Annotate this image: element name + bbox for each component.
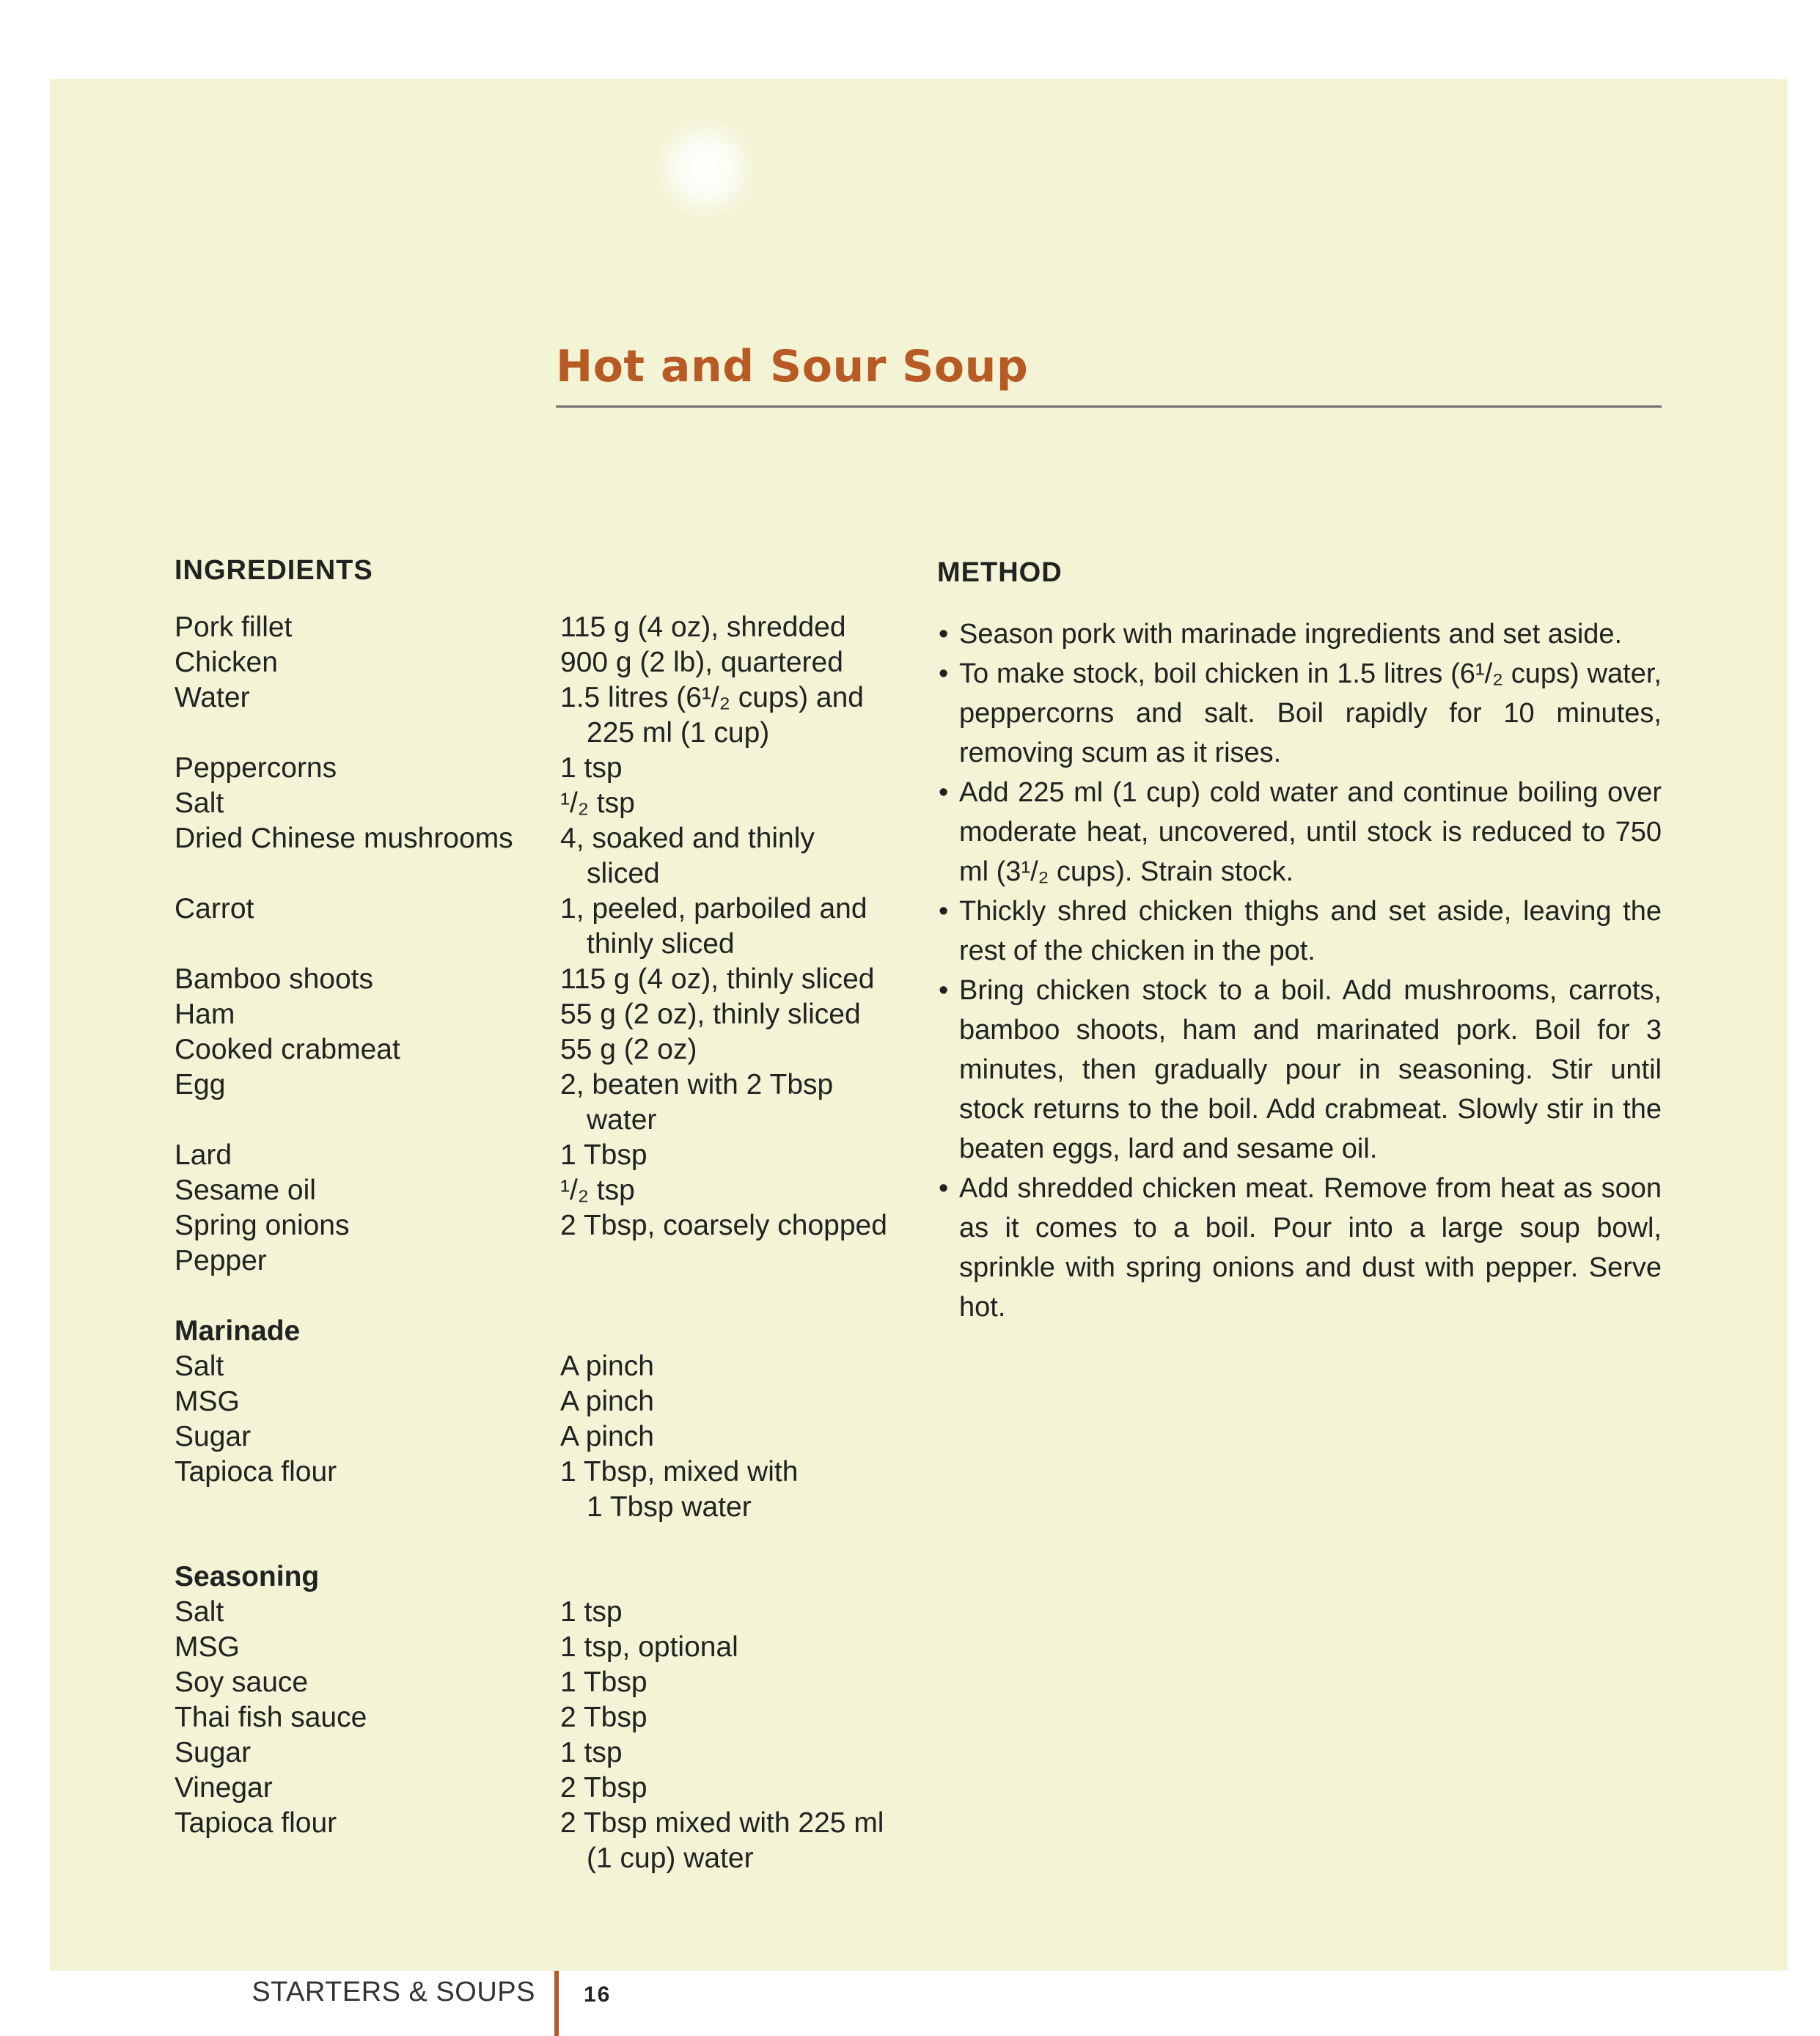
ingredient-quantity-continued: water	[587, 1104, 657, 1136]
footer-section-label: STARTERS & SOUPS	[252, 1977, 535, 2007]
ingredient-quantity	[560, 1208, 927, 1243]
ingredient-quantity-text: 900 g (2 lb), quartered	[560, 647, 843, 678]
ingredient-row	[175, 751, 908, 786]
ingredient-name: Salt	[175, 1596, 224, 1628]
ingredient-row	[175, 1208, 908, 1243]
ingredient-name: Tapioca flour	[175, 1807, 337, 1839]
ingredient-quantity-text: A pinch	[560, 1386, 654, 1417]
ingredient-row	[175, 1419, 908, 1455]
ingredient-quantity	[560, 1032, 927, 1067]
ingredient-quantity	[560, 962, 927, 997]
ingredient-quantity	[560, 1735, 927, 1771]
bullet-icon: •	[939, 619, 949, 650]
ingredient-name: Water	[175, 682, 250, 713]
ingredient-quantity-continued: 1 Tbsp water	[587, 1491, 752, 1523]
method-step	[937, 1169, 1662, 1327]
method-heading: METHOD	[937, 557, 1063, 588]
ingredient-quantity	[560, 680, 927, 751]
ingredient-name: Lard	[175, 1139, 232, 1171]
method-step	[937, 654, 1662, 773]
ingredient-quantity	[560, 1138, 927, 1173]
method-step	[937, 773, 1662, 892]
ingredient-quantity-text: 1 tsp	[560, 752, 623, 784]
method-step-text: Season pork with marinade ingredients and set aside.	[959, 619, 1623, 650]
ingredient-quantity	[560, 1595, 927, 1630]
ingredient-quantity-text: 1.5 litres (6¹/₂ cups) and	[560, 682, 864, 713]
ingredient-quantity-text: 2 Tbsp	[560, 1702, 647, 1733]
page-title: Hot and Sour Soup	[556, 341, 1029, 392]
ingredient-quantity-text: 1 tsp	[560, 1737, 623, 1768]
ingredient-row	[175, 997, 908, 1032]
ingredient-name: Carrot	[175, 893, 254, 925]
method-step-text: Bring chicken stock to a boil. Add mushrooms, carrots, bamboo shoots, ham and marinated pork. Boil for 3 minutes, then gradually pour in seasoning. Stir until stock returns to the boil. Add crabmeat. Slowly stir in the beaten eggs, lard and sesame oil.	[959, 975, 1662, 1164]
ingredient-name: Soy sauce	[175, 1666, 309, 1698]
ingredient-quantity	[560, 1771, 927, 1806]
ingredient-quantity	[560, 751, 927, 786]
ingredient-name: MSG	[175, 1631, 240, 1663]
page-number: 16	[584, 1982, 612, 2007]
ingredient-quantity	[560, 892, 927, 962]
ingredient-quantity	[560, 821, 927, 892]
ingredient-name: Salt	[175, 787, 224, 819]
ingredient-name: Peppercorns	[175, 752, 337, 784]
ingredient-quantity	[560, 1384, 927, 1419]
bullet-icon: •	[939, 896, 949, 927]
ingredient-quantity	[560, 1067, 927, 1138]
ingredient-row	[175, 610, 908, 645]
ingredient-row	[175, 645, 908, 680]
ingredient-name: Dried Chinese mushrooms	[175, 823, 513, 854]
ingredient-row	[175, 1771, 908, 1806]
ingredient-quantity-text: 2 Tbsp mixed with 225 ml	[560, 1807, 884, 1839]
ingredient-row	[175, 1806, 908, 1876]
method-step-text: To make stock, boil chicken in 1.5 litres (6¹/₂ cups) water, peppercorns and salt. Boil rapidly for 10 minutes, removing scum as it rises.	[959, 658, 1662, 768]
method-step	[937, 892, 1662, 971]
ingredient-row	[175, 1630, 908, 1665]
ingredient-quantity	[560, 1349, 927, 1384]
method-list	[937, 614, 1662, 1327]
ingredient-row	[175, 1384, 908, 1419]
ingredient-quantity-text: 1 tsp	[560, 1596, 623, 1628]
ingredient-name: MSG	[175, 1386, 240, 1417]
ingredient-quantity-continued: sliced	[587, 858, 660, 889]
ingredient-name: Spring onions	[175, 1210, 350, 1241]
marinade-heading-row	[175, 1314, 908, 1349]
ingredient-row	[175, 821, 908, 892]
ingredient-quantity	[560, 1700, 927, 1735]
ingredient-quantity-text: A pinch	[560, 1421, 654, 1452]
method-step	[937, 614, 1662, 654]
ingredient-quantity	[560, 645, 927, 680]
ingredient-quantity	[560, 1173, 927, 1208]
ingredient-quantity-continued: (1 cup) water	[587, 1842, 754, 1874]
ingredient-quantity-text: 1 tsp, optional	[560, 1631, 738, 1663]
seasoning-heading: Seasoning	[175, 1561, 320, 1592]
ingredient-quantity	[560, 1455, 927, 1525]
ingredient-row	[175, 1173, 908, 1208]
ingredient-quantity	[560, 997, 927, 1032]
bullet-icon: •	[939, 658, 949, 689]
ingredient-quantity-text: ¹/₂ tsp	[560, 1175, 635, 1206]
ingredient-quantity-continued: 225 ml (1 cup)	[587, 717, 770, 749]
ingredient-name: Thai fish sauce	[175, 1702, 367, 1733]
method-step-text: Add shredded chicken meat. Remove from heat as soon as it comes to a boil. Pour into a large soup bowl, sprinkle with spring onions and dust with pepper. Serve hot.	[959, 1173, 1662, 1323]
ingredient-row	[175, 1067, 908, 1138]
ingredient-name: Salt	[175, 1350, 224, 1382]
ingredient-quantity	[560, 786, 927, 821]
ingredient-quantity-text: 55 g (2 oz)	[560, 1034, 697, 1065]
ingredient-row	[175, 1349, 908, 1384]
ingredient-quantity	[560, 610, 927, 645]
ingredient-quantity-continued: thinly sliced	[587, 928, 735, 960]
ingredient-quantity-text: 2, beaten with 2 Tbsp	[560, 1069, 834, 1100]
ingredient-quantity-text: 55 g (2 oz), thinly sliced	[560, 999, 861, 1030]
ingredient-quantity-text: 115 g (4 oz), shredded	[560, 611, 846, 643]
ingredient-row	[175, 1243, 908, 1279]
ingredient-name: Vinegar	[175, 1772, 273, 1804]
ingredient-quantity-text: 4, soaked and thinly	[560, 823, 815, 854]
ingredient-quantity	[560, 1665, 927, 1700]
ingredient-row	[175, 1735, 908, 1771]
ingredient-name: Egg	[175, 1069, 226, 1100]
ingredient-quantity-text: 2 Tbsp	[560, 1772, 647, 1804]
ingredient-name: Ham	[175, 999, 235, 1030]
ingredient-row	[175, 680, 908, 751]
ingredient-quantity	[560, 1806, 927, 1876]
ingredient-quantity-text: 1, peeled, parboiled and	[560, 893, 867, 925]
ingredient-name: Sugar	[175, 1737, 252, 1768]
ingredient-quantity-text: 1 Tbsp, mixed with	[560, 1456, 799, 1488]
method-step-text: Add 225 ml (1 cup) cold water and continue boiling over moderate heat, uncovered, until stock is reduced to 750 ml (3¹/₂ cups). Strain stock.	[959, 777, 1662, 887]
ingredient-row	[175, 1700, 908, 1735]
ingredient-row	[175, 1665, 908, 1700]
ingredient-quantity	[560, 1630, 927, 1665]
ingredient-quantity-text: A pinch	[560, 1350, 654, 1382]
bullet-icon: •	[939, 1173, 949, 1204]
footer-divider	[554, 1971, 559, 2036]
ingredient-name: Cooked crabmeat	[175, 1034, 400, 1065]
ingredient-name: Bamboo shoots	[175, 963, 374, 995]
light-glow	[654, 117, 757, 220]
ingredient-quantity	[560, 1419, 927, 1455]
ingredient-name: Chicken	[175, 647, 278, 678]
ingredient-row	[175, 892, 908, 962]
method-step-text: Thickly shred chicken thighs and set aside, leaving the rest of the chicken in the pot.	[959, 896, 1662, 966]
bullet-icon: •	[939, 777, 949, 808]
ingredient-name: Tapioca flour	[175, 1456, 337, 1488]
ingredient-row	[175, 1455, 908, 1525]
ingredient-quantity-text: ¹/₂ tsp	[560, 787, 635, 819]
method-step	[937, 971, 1662, 1169]
ingredient-row	[175, 1032, 908, 1067]
ingredients-heading: INGREDIENTS	[175, 555, 373, 586]
ingredient-quantity-text: 115 g (4 oz), thinly sliced	[560, 963, 875, 995]
seasoning-heading-row	[175, 1559, 908, 1595]
marinade-heading: Marinade	[175, 1315, 301, 1347]
ingredient-quantity-text: 2 Tbsp, coarsely chopped	[560, 1210, 887, 1241]
ingredient-quantity-text: 1 Tbsp	[560, 1666, 647, 1698]
marinade-list	[175, 1314, 908, 1525]
ingredient-quantity-text: 1 Tbsp	[560, 1139, 647, 1171]
ingredient-name: Pork fillet	[175, 611, 293, 643]
title-divider	[556, 405, 1662, 408]
ingredient-row	[175, 1138, 908, 1173]
ingredient-name: Sugar	[175, 1421, 252, 1452]
ingredient-name: Sesame oil	[175, 1175, 316, 1206]
ingredient-row	[175, 962, 908, 997]
seasoning-list	[175, 1559, 908, 1876]
ingredient-row	[175, 1595, 908, 1630]
ingredient-name: Pepper	[175, 1245, 267, 1276]
ingredients-list	[175, 610, 908, 1279]
bullet-icon: •	[939, 975, 949, 1006]
ingredient-row	[175, 786, 908, 821]
